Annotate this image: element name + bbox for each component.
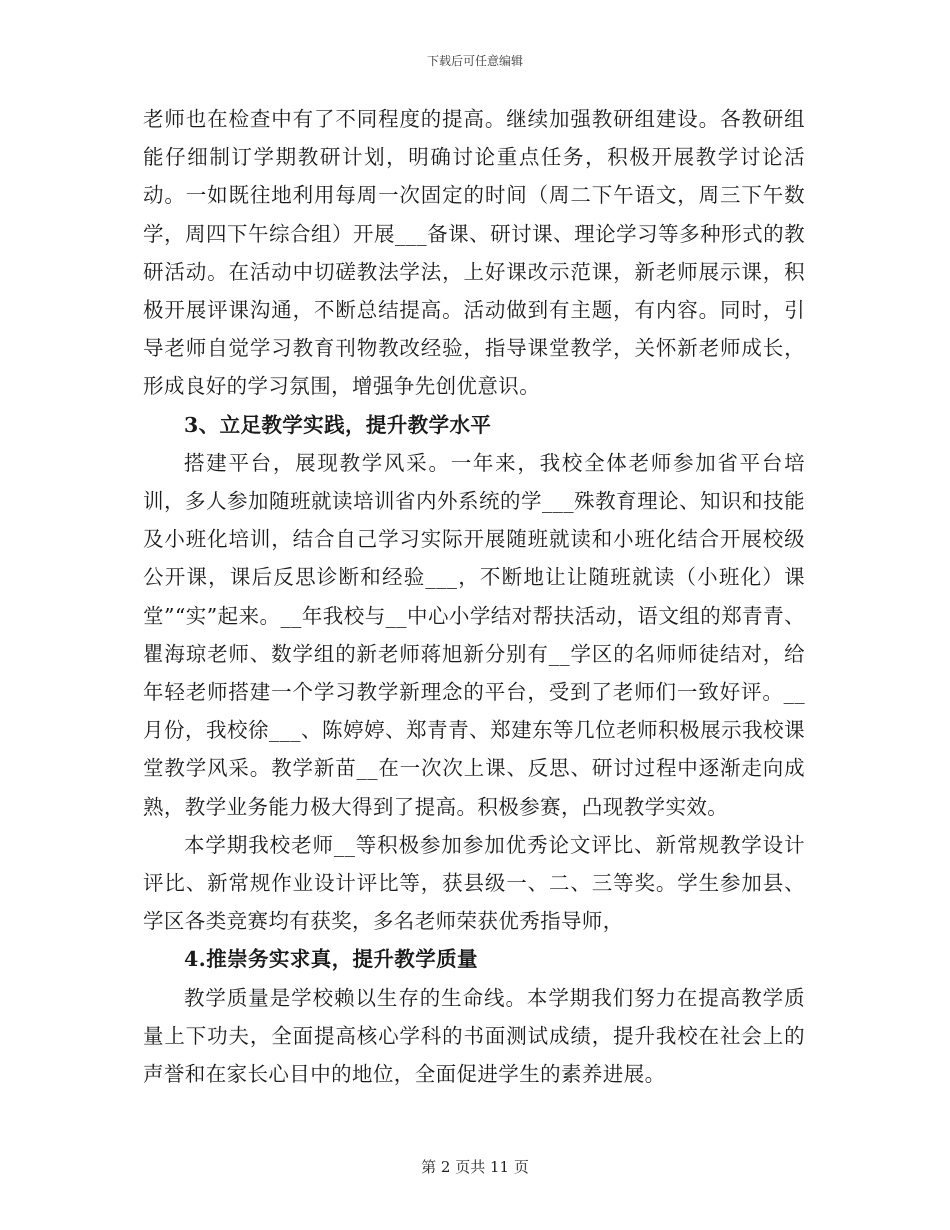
section-heading-4: 4.推崇务实求真，提升教学质量	[184, 947, 478, 972]
document-body	[143, 100, 805, 1093]
section-heading-3: 3、立足教学实践，提升教学水平	[184, 412, 492, 437]
paragraph-quality: 教学质量是学校赖以生存的生命线。本学期我们努力在提高教学质量上下功夫，全面提高核心学科的书面测试成绩，提升我校在社会上的声誉和在家长心目中的地位，全面促进学生的素养进展。	[143, 985, 805, 1087]
paragraph-platform: 搭建平台，展现教学风采。一年来，我校全体老师参加省平台培训，多人参加随班就读培训省内外系统的学___殊教育理论、知识和技能及小班化培训，结合自己学习实际开展随班就读和小班化结合开展校级公开课，课后反思诊断和经验___，不断地让让随班就读（小班化）课堂”“实”起来。__年我校与__中心小学结对帮扶活动，语文组的郑青青、瞿海琼老师、数学组的新老师蒋旭新分别有__学区的名师师徒结对，给年轻老师搭建一个学习教学新理念的平台，受到了老师们一致好评。__月份，我校徐___、陈婷婷、郑青青、郑建东等几位老师积极展示我校课堂教学风采。教学新苗__在一次次上课、反思、研讨过程中逐渐走向成熟，教学业务能力极大得到了提高。积极参赛，凸现教学实效。	[143, 450, 805, 819]
paragraph-continued: 老师也在检查中有了不同程度的提高。继续加强教研组建设。各教研组能仔细制订学期教研计划，明确讨论重点任务，积极开展教学讨论活动。一如既往地利用每周一次固定的时间（周二下午语文，周三下午数学，周四下午综合组）开展___备课、研讨课、理论学习等多种形式的教研活动。在活动中切磋教法学法，上好课改示范课，新老师展示课，积极开展评课沟通，不断总结提高。活动做到有主题，有内容。同时，引导老师自觉学习教育刊物教改经验，指导课堂教学，关怀新老师成长，形成良好的学习氛围，增强争先创优意识。	[143, 107, 805, 399]
paragraph-awards: 本学期我校老师__等积极参加参加优秀论文评比、新常规教学设计评比、新常规作业设计评比等，获县级一、二、三等奖。学生参加县、学区各类竞赛均有获奖，多名老师荣获优秀指导师，	[143, 832, 805, 934]
page-header: 下载后可任意编辑	[426, 54, 523, 68]
page-footer: 第 2 页共 11 页	[421, 1158, 529, 1176]
